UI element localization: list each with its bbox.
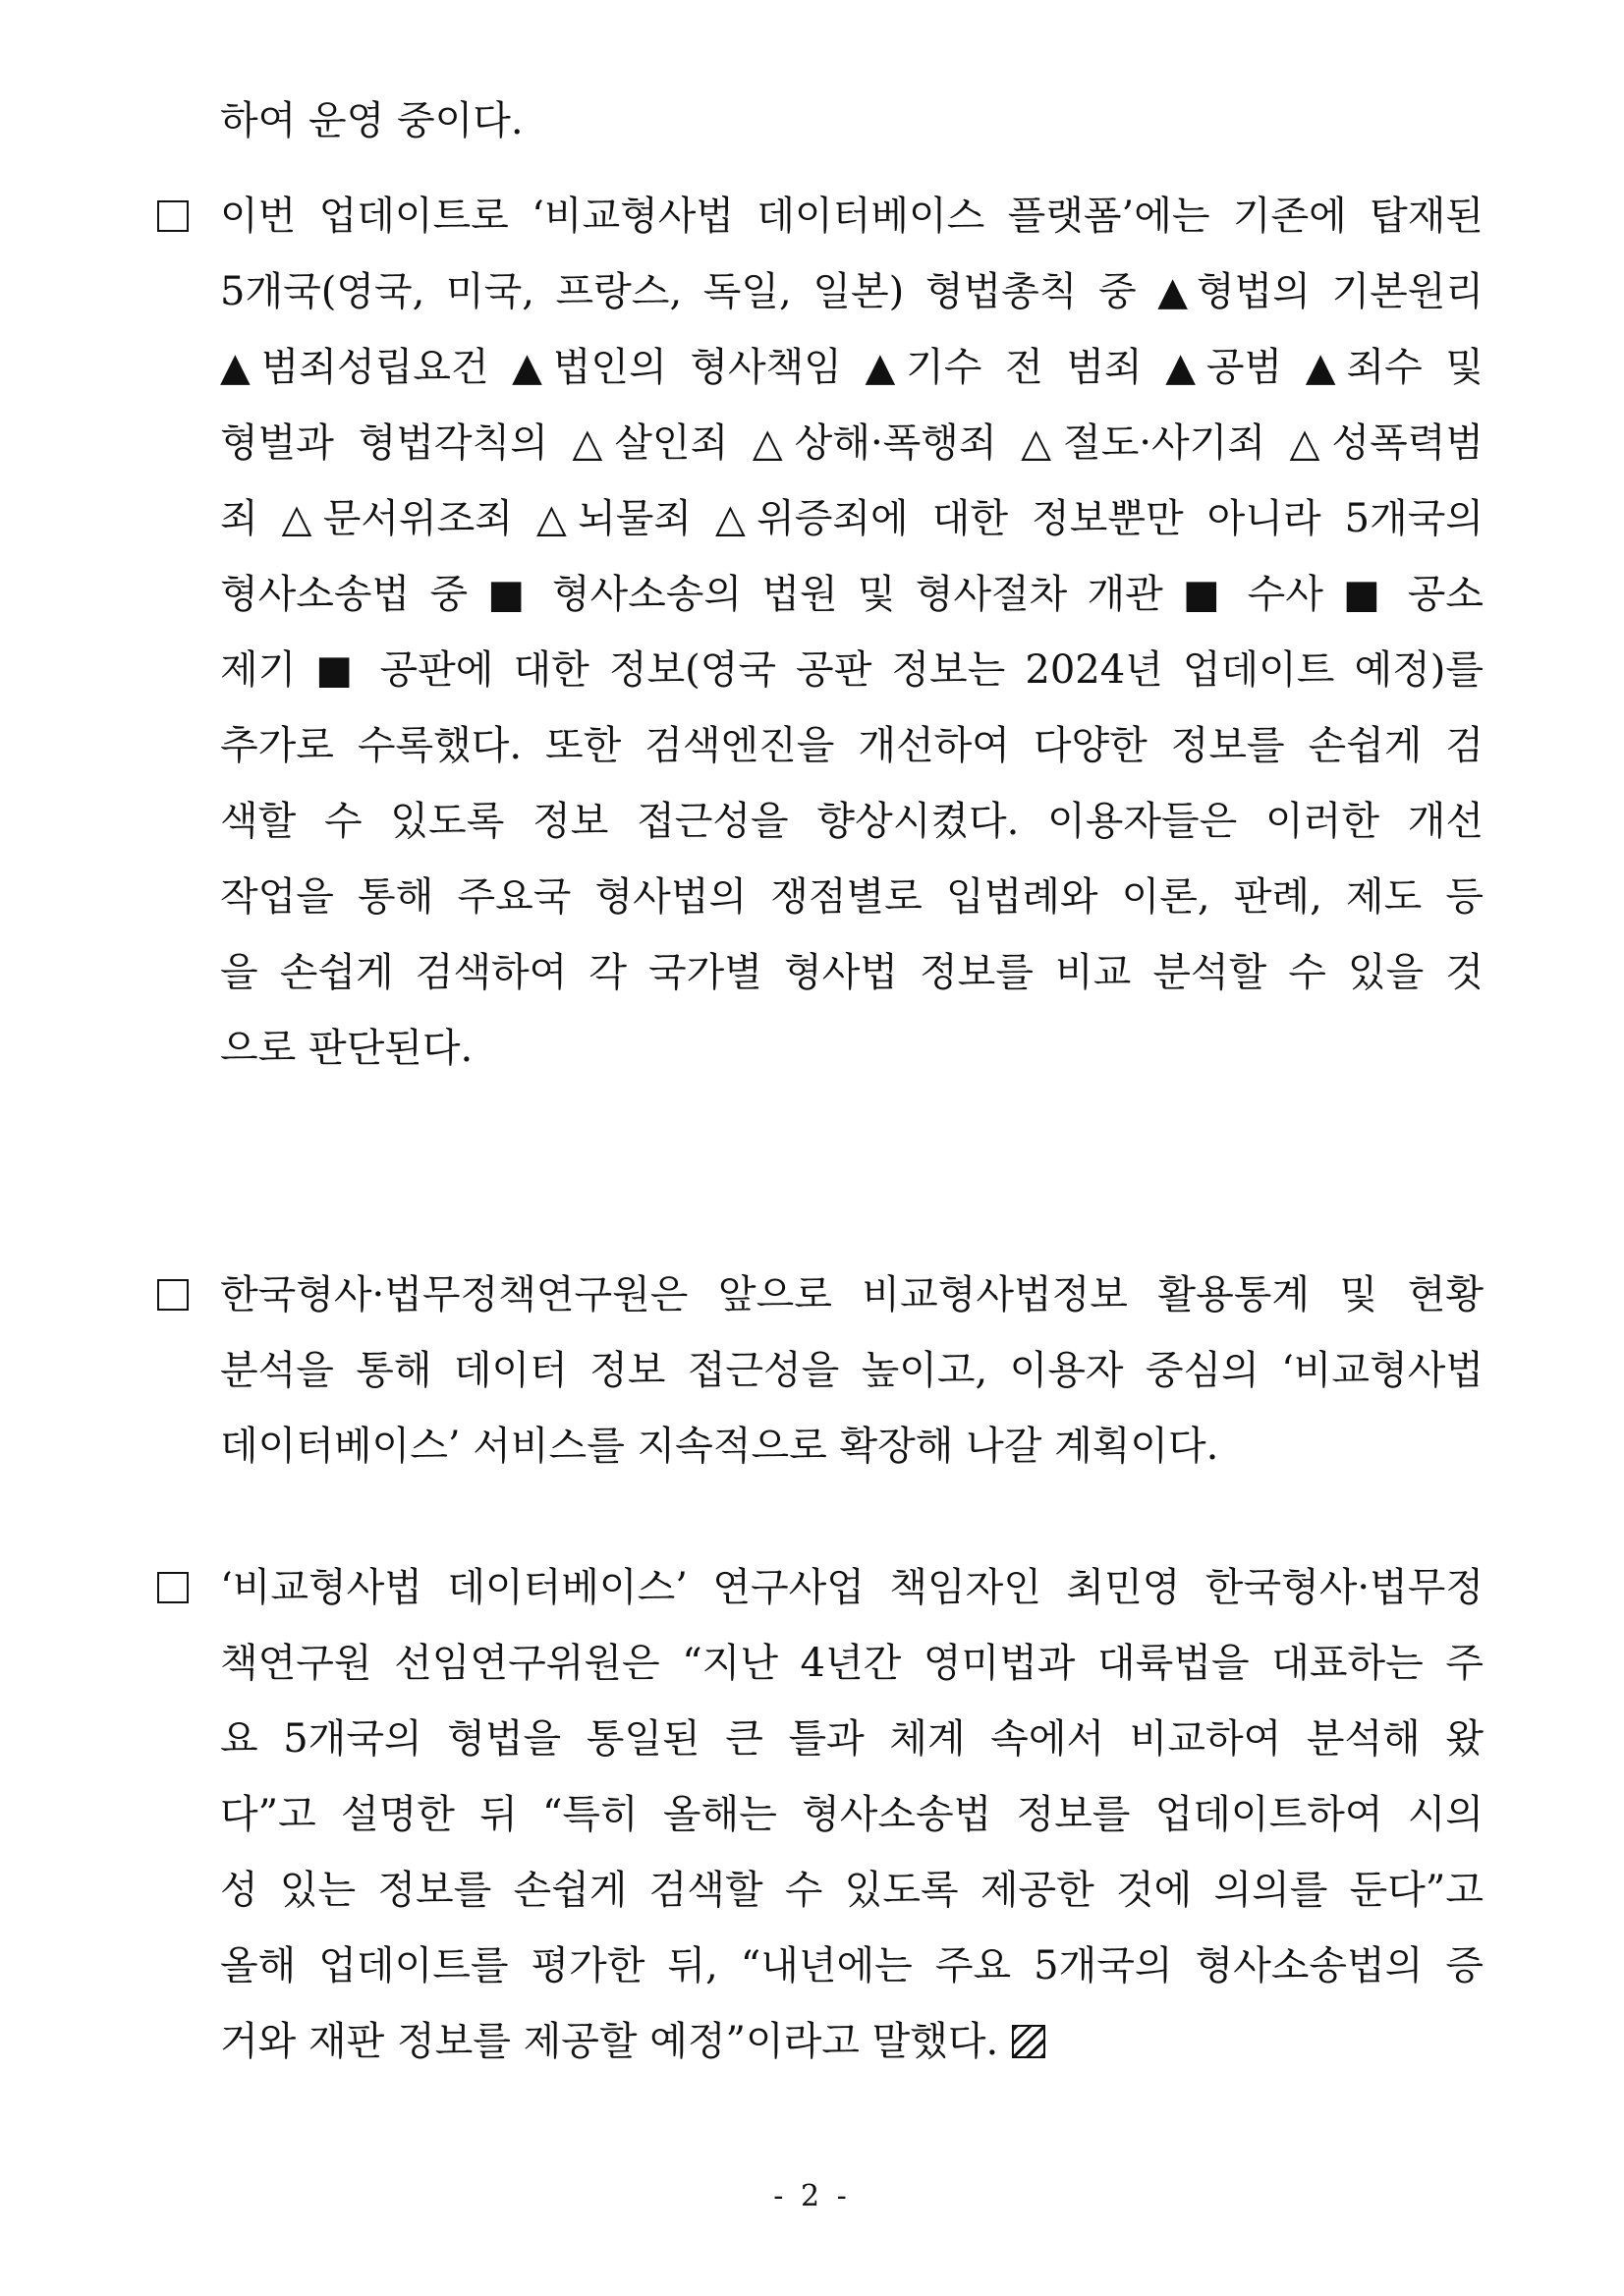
paragraph-line: 5개국(영국, 미국, 프랑스, 독일, 일본) 형법총칙 중 ▲형법의 기본원리 xyxy=(220,269,1484,314)
paragraph-line: 작업을 통해 주요국 형사법의 쟁점별로 입법례와 이론, 판례, 제도 등 xyxy=(220,874,1484,920)
paragraph-line: 형벌과 형법각칙의 △살인죄 △상해·폭행죄 △절도·사기죄 △성폭력범 xyxy=(220,420,1484,466)
paragraph-line: 데이터베이스’ 서비스를 지속적으로 확장해 나갈 계획이다. xyxy=(220,1424,1219,1469)
paragraph-line xyxy=(157,2004,1484,2080)
paragraph-line: 추가로 수록했다. 또한 검색엔진을 개선하여 다양한 정보를 손쉽게 검 xyxy=(220,723,1484,768)
paragraph-line: 분석을 통해 데이터 정보 접근성을 높이고, 이용자 중심의 ‘비교형사법 xyxy=(220,1348,1484,1393)
paragraph-line: 제기 ■ 공판에 대한 정보(영국 공판 정보는 2024년 업데이트 예정)를 xyxy=(220,647,1484,693)
paragraph-line: 색할 수 있도록 정보 접근성을 향상시켰다. 이용자들은 이러한 개선 xyxy=(220,799,1484,844)
paragraph-line-text: ‘비교형사법 데이터베이스’ 연구사업 책임자인 최민영 한국형사·법무정 xyxy=(220,1565,1484,1610)
paragraph-line: ▲범죄성립요건 ▲법인의 형사책임 ▲기수 전 범죄 ▲공범 ▲죄수 및 xyxy=(220,345,1484,390)
end-mark-icon xyxy=(1012,2025,1045,2058)
paragraph-line-text: 한국형사·법무정책연구원은 앞으로 비교형사법정보 활용통계 및 현황 xyxy=(220,1272,1484,1317)
paragraph-line-text: 이번 업데이트로 ‘비교형사법 데이터베이스 플랫폼’에는 기존에 탑재된 xyxy=(220,194,1484,239)
paragraph-line xyxy=(157,1258,1484,1333)
checkbox-bullet-icon xyxy=(157,1572,189,1603)
intro-block xyxy=(157,84,1484,159)
paragraph-line: 성 있는 정보를 손쉽게 검색할 수 있도록 제공한 것에 의의를 둔다”고 xyxy=(220,1868,1484,1913)
intro-line: 하여 운영 중이다. xyxy=(220,98,524,143)
paragraph-line xyxy=(157,1550,1484,1626)
page-number: - 2 - xyxy=(773,2179,851,2213)
paragraph-researcher-quote xyxy=(157,1550,1484,2080)
paragraph-line-text: 거와 재판 정보를 제공할 예정”이라고 말했다. xyxy=(220,2019,999,2064)
checkbox-bullet-icon xyxy=(157,1279,189,1311)
paragraph-line: 으로 판단된다. xyxy=(220,1026,474,1071)
paragraph-line: 죄 △문서위조죄 △뇌물죄 △위증죄에 대한 정보뿐만 아니라 5개국의 xyxy=(220,496,1484,541)
paragraph-line: 요 5개국의 형법을 통일된 큰 틀과 체계 속에서 비교하여 분석해 왔 xyxy=(220,1716,1484,1762)
paragraph-update-details xyxy=(157,179,1484,1087)
paragraph-line xyxy=(157,179,1484,254)
paragraph-line: 다”고 설명한 뒤 “특히 올해는 형사소송법 정보를 업데이트하여 시의 xyxy=(220,1792,1484,1837)
paragraph-line: 형사소송법 중 ■ 형사소송의 법원 및 형사절차 개관 ■ 수사 ■ 공소 xyxy=(220,572,1484,617)
paragraph-future-plans xyxy=(157,1258,1484,1484)
paragraph-line: 올해 업데이트를 평가한 뒤, “내년에는 주요 5개국의 형사소송법의 증 xyxy=(220,1943,1484,1988)
checkbox-bullet-icon xyxy=(157,200,189,232)
paragraph-line: 을 손쉽게 검색하여 각 국가별 형사법 정보를 비교 분석할 수 있을 것 xyxy=(220,950,1484,995)
paragraph-line: 책연구원 선임연구위원은 “지난 4년간 영미법과 대륙법을 대표하는 주 xyxy=(220,1641,1484,1686)
